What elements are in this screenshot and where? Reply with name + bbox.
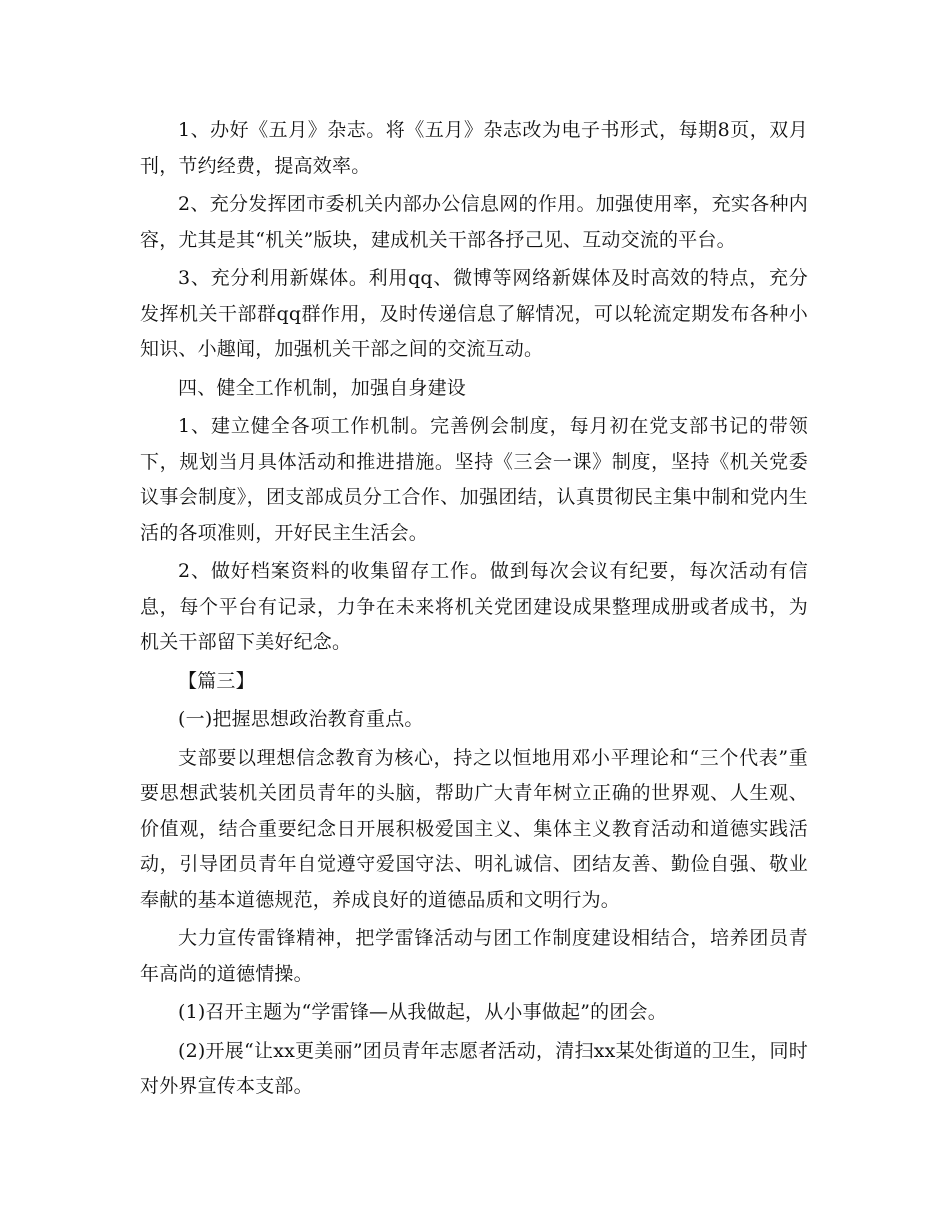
- section-heading-part-three: 【篇三】: [178, 669, 255, 692]
- paragraph-archives: 2、做好档案资料的收集留存工作。做到每次会议有纪要，每次活动有信息，每个平台有记录，力争在未来将机关党团建设成果整理成册或者成书，为机关干部留下美好纪念。: [140, 560, 808, 653]
- document-body: [140, 113, 808, 1105]
- paragraph-magazine: 1、办好《五月》杂志。将《五月》杂志改为电子书形式，每期8页，双月刊，节约经费，提高效率。: [140, 119, 808, 177]
- paragraph-new-media: 3、充分利用新媒体。利用qq、微博等网络新媒体及时高效的特点，充分发挥机关干部群qq群作用，及时传递信息了解情况，可以轮流定期发布各种小知识、小趣闻，加强机关干部之间的交流互动。: [140, 267, 808, 360]
- list-item-volunteer-activity: (2)开展“让xx更美丽”团员青年志愿者活动，清扫xx某处街道的卫生，同时对外界宣传本支部。: [140, 1039, 808, 1097]
- paragraph-lei-feng-spirit: 大力宣传雷锋精神，把学雷锋活动与团工作制度建设相结合，培养团员青年高尚的道德情操。: [140, 927, 808, 985]
- paragraph-ideals-education: 支部要以理想信念教育为核心，持之以恒地用邓小平理论和“三个代表”重要思想武装机关团员青年的头脑，帮助广大青年树立正确的世界观、人生观、价值观，结合重要纪念日开展积极爱国主义、集体主义教育活动和道德实践活动，引导团员青年自觉遵守爱国守法、明礼诚信、团结友善、勤俭自强、敬业奉献的基本道德规范，养成良好的道德品质和文明行为。: [140, 746, 808, 911]
- paragraph-work-mechanism: 1、建立健全各项工作机制。完善例会制度，每月初在党支部书记的带领下，规划当月具体活动和推进措施。坚持《三会一课》制度，坚持《机关党委议事会制度》，团支部成员分工合作、加强团结，认真贯彻民主集中制和党内生活的各项准则，开好民主生活会。: [140, 415, 808, 544]
- list-item-league-meeting: (1)召开主题为“学雷锋—从我做起，从小事做起”的团会。: [178, 1001, 667, 1023]
- section-heading-mechanism: 四、健全工作机制，加强自身建设: [178, 376, 467, 399]
- paragraph-intranet: 2、充分发挥团市委机关内部办公信息网的作用。加强使用率，充实各种内容，尤其是其“机关”版块，建成机关干部各抒己见、互动交流的平台。: [140, 193, 808, 251]
- subheading-ideological-education: (一)把握思想政治教育重点。: [178, 708, 424, 730]
